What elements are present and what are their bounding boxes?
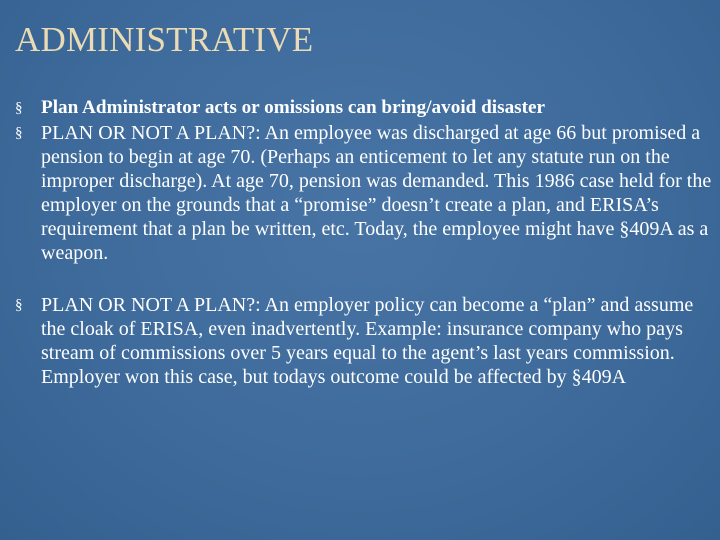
bullet-text: PLAN OR NOT A PLAN?: An employee was discharged at age 66 but promised a pension to begin at age 70. (Perhaps an enticement to let any statute run on the improper discharge). At age 70, pension was demanded. This 1986 case held for the employer on the grounds that a “promise” doesn’t create a plan, and ERISA’s requirement that a plan be written, etc. Today, the employee might have §409A as a weapon. xyxy=(41,122,712,264)
bullet-text: Plan Administrator acts or omissions can bring/avoid disaster xyxy=(41,97,546,118)
bullet-marker-icon: § xyxy=(15,297,23,313)
bullet-list xyxy=(15,96,715,389)
bullet-item xyxy=(15,96,715,120)
bullet-marker-icon: § xyxy=(15,100,23,116)
bullet-item xyxy=(15,121,715,265)
slide-title: ADMINISTRATIVE xyxy=(15,20,314,59)
bullet-text: PLAN OR NOT A PLAN?: An employer policy can become a “plan” and assume the cloak of ERISA, even inadvertently. Example: insurance company who pays stream of commissions over 5 years equal to the agent’s last years commission. Employer won this case, but todays outcome could be affected by §409A xyxy=(41,294,694,388)
bullet-item xyxy=(15,293,715,389)
bullet-marker-icon: § xyxy=(15,125,23,141)
